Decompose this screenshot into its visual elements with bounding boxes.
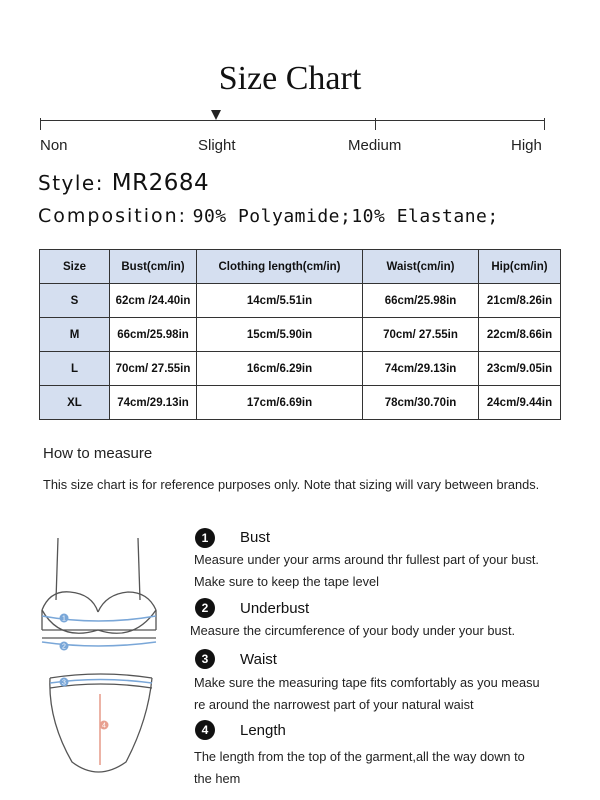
length-cell: 17cm/6.69in — [197, 386, 363, 420]
size-table — [39, 249, 561, 420]
scale-tick-high — [544, 118, 545, 130]
step-2-number-icon: 2 — [195, 598, 215, 618]
length-cell: 14cm/5.51in — [197, 284, 363, 318]
table-row — [40, 352, 561, 386]
stretch-scale-line — [40, 120, 545, 121]
figure-marker-4-label: 4 — [102, 722, 106, 730]
length-cell: 16cm/6.29in — [197, 352, 363, 386]
size-cell: XL — [40, 386, 110, 420]
scale-tick-medium — [375, 118, 376, 130]
length-cell: 15cm/5.90in — [197, 318, 363, 352]
bust-cell: 62cm /24.40in — [110, 284, 197, 318]
scale-level-non: Non — [40, 137, 68, 154]
step-2-line-1: Measure the circumference of your body under your bust. — [190, 623, 516, 638]
figure-marker-3-label: 3 — [62, 679, 66, 687]
table-row — [40, 318, 561, 352]
step-1-number-icon: 1 — [195, 528, 215, 548]
scale-level-medium: Medium — [348, 137, 402, 154]
table-row — [40, 386, 561, 420]
figure-marker-2-label: 2 — [62, 643, 66, 651]
step-3-line-2: re around the narrowest part of your natural waist — [194, 697, 474, 712]
step-4-line-1: The length from the top of the garment,all the way down to — [194, 749, 525, 764]
header-bust: Bust(cm/in) — [110, 250, 197, 284]
page-title: Size Chart — [218, 60, 362, 97]
composition-label: Composition: — [38, 205, 188, 227]
waist-cell: 78cm/30.70in — [363, 386, 479, 420]
step-4-number-icon: 4 — [195, 720, 215, 740]
size-cell: M — [40, 318, 110, 352]
style-value: MR2684 — [111, 170, 210, 196]
table-header-row — [40, 250, 561, 284]
figure-marker-1-label: 1 — [62, 615, 66, 623]
header-size: Size — [40, 250, 110, 284]
waist-cell: 70cm/ 27.55in — [363, 318, 479, 352]
size-cell: L — [40, 352, 110, 386]
style-row — [38, 170, 209, 196]
bust-cell: 70cm/ 27.55in — [110, 352, 197, 386]
bust-cell: 74cm/29.13in — [110, 386, 197, 420]
step-3-title: Waist — [240, 651, 277, 668]
header-clothing-length: Clothing length(cm/in) — [197, 250, 363, 284]
hip-cell: 24cm/9.44in — [479, 386, 561, 420]
how-to-measure-heading: How to measure — [43, 445, 153, 462]
hip-cell: 23cm/9.05in — [479, 352, 561, 386]
header-waist: Waist(cm/in) — [363, 250, 479, 284]
hip-cell: 21cm/8.26in — [479, 284, 561, 318]
composition-value: 90% Polyamide;10% Elastane; — [192, 206, 499, 227]
waist-cell: 66cm/25.98in — [363, 284, 479, 318]
step-3-number-icon: 3 — [195, 649, 215, 669]
composition-row — [38, 205, 499, 228]
style-label: Style: — [38, 171, 104, 195]
step-4-title: Length — [240, 722, 286, 739]
hip-cell: 22cm/8.66in — [479, 318, 561, 352]
scale-marker-icon — [211, 110, 221, 120]
step-1-title: Bust — [240, 529, 271, 546]
scale-level-slight: Slight — [198, 137, 236, 154]
table-row — [40, 284, 561, 318]
step-2-title: Underbust — [240, 600, 310, 617]
scale-level-high: High — [511, 137, 542, 154]
garment-illustration — [30, 530, 165, 800]
step-3-line-1: Make sure the measuring tape fits comfortably as you measu — [194, 675, 540, 690]
step-1-line-2: Make sure to keep the tape level — [194, 574, 379, 589]
step-1-line-1: Measure under your arms around thr fullest part of your bust. — [194, 552, 539, 567]
step-4-line-2: the hem — [194, 771, 241, 786]
header-hip: Hip(cm/in) — [479, 250, 561, 284]
reference-note: This size chart is for reference purposes only. Note that sizing will vary between brands. — [43, 477, 540, 492]
scale-tick-non — [40, 118, 41, 130]
waist-cell: 74cm/29.13in — [363, 352, 479, 386]
bust-cell: 66cm/25.98in — [110, 318, 197, 352]
size-cell: S — [40, 284, 110, 318]
